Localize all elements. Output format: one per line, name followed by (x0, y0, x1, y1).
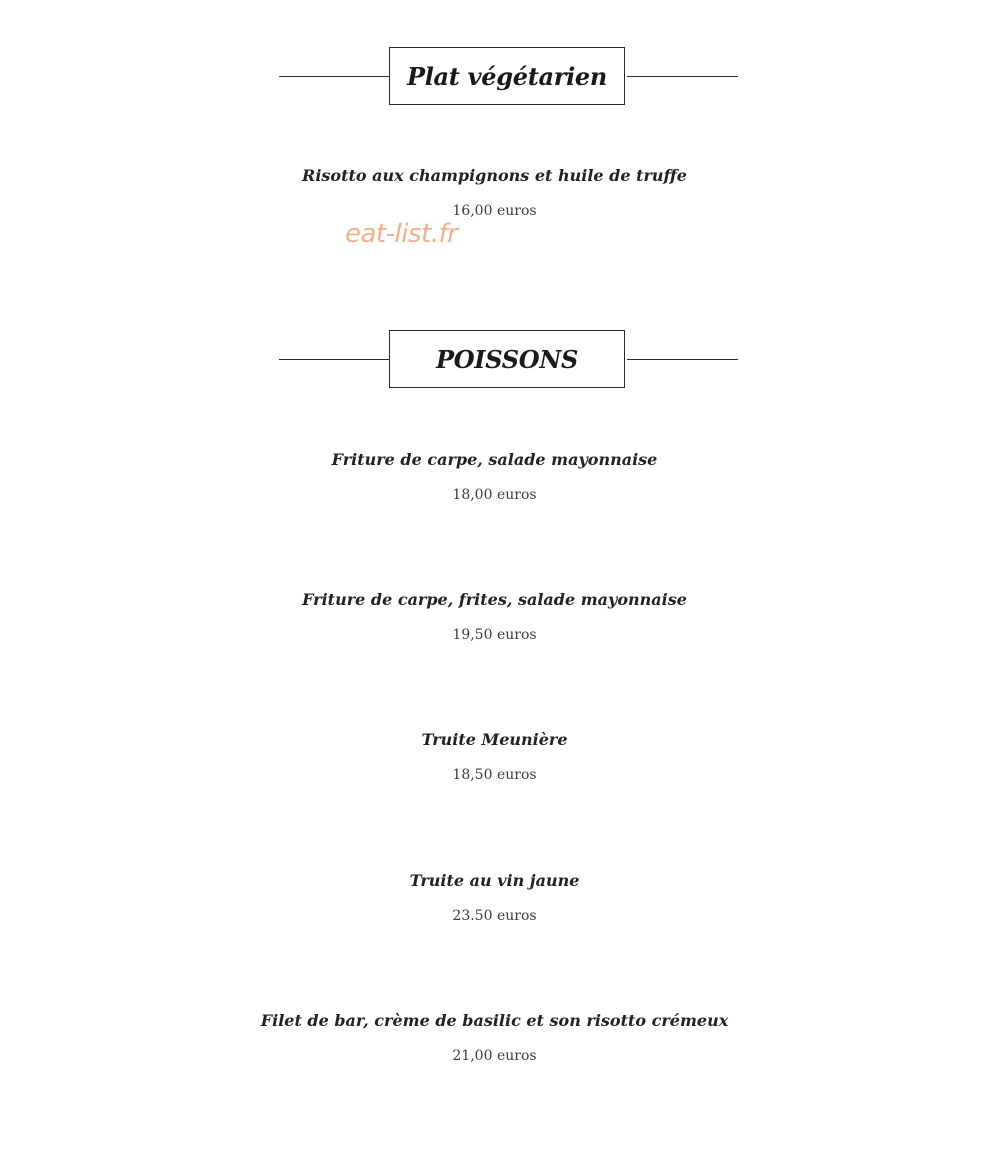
section-title: POISSONS (435, 344, 579, 374)
menu-item (0, 166, 989, 220)
dish-name: Friture de carpe, salade mayonnaise (331, 450, 658, 469)
dish-price: 18,00 euros (452, 487, 537, 503)
menu-item (0, 730, 989, 784)
section-header-poissons (279, 330, 738, 390)
dish-name: Truite au vin jaune (409, 871, 580, 890)
dish-price: 21,00 euros (452, 1048, 537, 1064)
header-rule-left (279, 76, 389, 77)
menu-item (0, 590, 989, 644)
dish-name: Risotto aux champignons et huile de truffe (302, 166, 687, 185)
watermark: eat-list.fr (345, 219, 458, 249)
header-rule-right (627, 359, 738, 360)
section-header-vegetarien (279, 47, 738, 107)
dish-name: Friture de carpe, frites, salade mayonnaise (302, 590, 687, 609)
dish-name: Truite Meunière (421, 730, 568, 749)
dish-price: 16,00 euros (452, 203, 537, 219)
section-title-box (389, 330, 625, 388)
header-rule-left (279, 359, 389, 360)
dish-price: 23.50 euros (452, 908, 537, 924)
dish-name: Filet de bar, crème de basilic et son risotto crémeux (260, 1011, 729, 1030)
menu-item (0, 450, 989, 504)
menu-item (0, 1011, 989, 1065)
dish-price: 18,50 euros (452, 767, 537, 783)
header-rule-right (627, 76, 738, 77)
section-title-box (389, 47, 625, 105)
section-title: Plat végétarien (406, 61, 608, 91)
menu-item (0, 871, 989, 925)
dish-price: 19,50 euros (452, 627, 537, 643)
